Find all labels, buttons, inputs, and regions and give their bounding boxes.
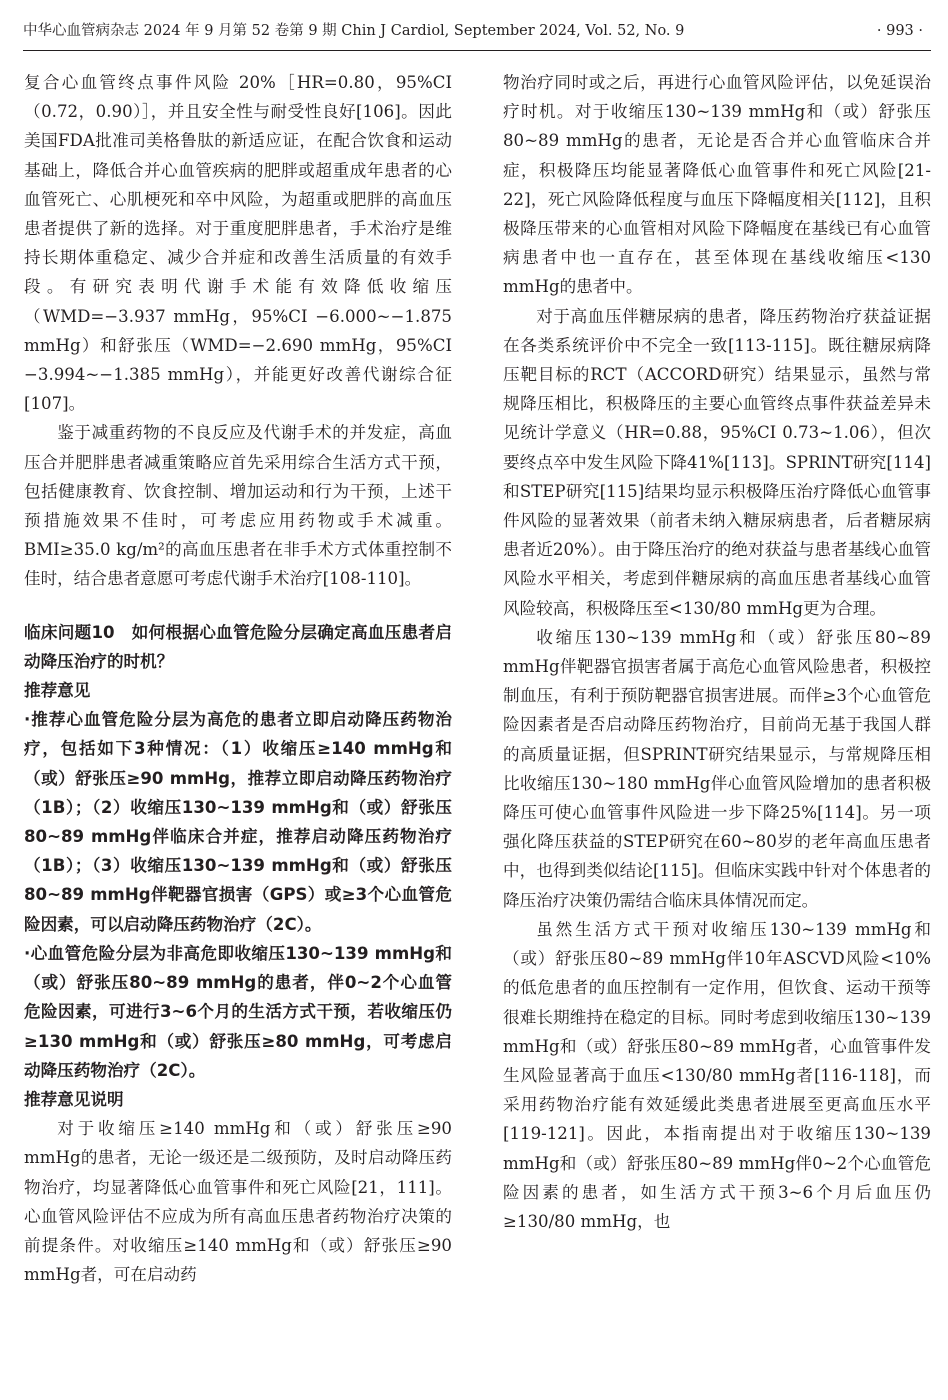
running-header — [23, 18, 923, 44]
page-number: · 993 · — [876, 23, 923, 39]
paragraph-weight-loss-strategy: 鉴于减重药物的不良反应及代谢手术的并发症，高血压合并肥胖患者减重策略应首先采用综合生活方式干预，包括健康教育、饮食控制、增加运动和行为干预，上述干预措施效果不佳时，可考虑应用药物或手术减重。BMI≥35.0 kg/m²的高血压患者在非手术方式体重控制不佳时，结合患者意愿可考虑代谢手术治疗[108-110]。 — [24, 423, 452, 589]
journal-citation: 中华心血管病杂志 2024 年 9 月第 52 卷第 9 期 Chin J Cardiol, September 2024, Vol. 52, No. 9 — [23, 23, 685, 39]
left-column — [24, 68, 452, 1289]
paragraph-target-organ-damage: 收缩压130~139 mmHg和（或）舒张压80~89 mmHg伴靶器官损害者属于高危心血管风险患者，积极控制血压，有利于预防靶器官损害进展。而伴≥3个心血管危险因素者是否启动降压药物治疗，目前尚无基于我国人群的高质量证据，但SPRINT研究结果显示，与常规降压相比收缩压130~180 mmHg伴心血管风险增加的患者积极降压可使心血管事件风险进一步下降25%[114]。另一项强化降压获益的STEP研究在60~80岁的老年高血压患者中，也得到类似结论[115]。但临床实践中针对个体患者的降压治疗决策仍需结合临床具体情况而定。 — [503, 627, 931, 910]
paragraph-explanation-start: 对于收缩压≥140 mmHg和（或）舒张压≥90 mmHg的患者，无论一级还是二级预防，及时启动降压药物治疗，均显著降低心血管事件和死亡风险[21，111]。心血管风险评估不应成为所有高血压患者药物治疗决策的前提条件。对收缩压≥140 mmHg和（或）舒张压≥90 mmHg者，可在启动药 — [24, 1119, 452, 1285]
recommendation-high-risk: ·推荐心血管危险分层为高危的患者立即启动降压药物治疗，包括如下3种情况：（1）收缩压≥140 mmHg和（或）舒张压≥90 mmHg，推荐立即启动降压药物治疗（1B）；（2）收缩压130~139 mmHg和（或）舒张压80~89 mmHg伴临床合并症，推荐启动降压药物治疗（1B）；（3）收缩压130~139 mmHg和（或）舒张压80~89 mmHg伴靶器官损害（GPS）或≥3个心血管危险因素，可以启动降压药物治疗（2C）。 — [24, 710, 452, 934]
paragraph-lifestyle-intervention: 虽然生活方式干预对收缩压130~139 mmHg和（或）舒张压80~89 mmHg伴10年ASCVD风险<10%的低危患者的血压控制有一定作用，但饮食、运动干预等很难长期维持在稳定的目标。同时考虑到收缩压130~139 mmHg和（或）舒张压80~89 mmHg者，心血管事件发生风险显著高于血压<130/80 mmHg者[116-118]，而采用药物治疗能有效延缓此类患者进展至更高血压水平[119-121]。因此，本指南提出对于收缩压130~139 mmHg和（或）舒张压80~89 mmHg伴0~2个心血管危险因素的患者，如生活方式干预3~6个月后血压仍≥130/80 mmHg，也 — [503, 919, 931, 1231]
recommendation-non-high-risk: ·心血管危险分层为非高危即收缩压130~139 mmHg和（或）舒张压80~89 mmHg的患者，伴0~2个心血管危险因素，可进行3~6个月的生活方式干预，若收缩压仍≥130 mmHg和（或）舒张压≥80 mmHg，可考虑启动降压药物治疗（2C）。 — [24, 943, 452, 1080]
paragraph-diabetes: 对于高血压伴糖尿病的患者，降压药物治疗获益证据在各类系统评价中不完全一致[113-115]。既往糖尿病降压靶目标的RCT（ACCORD研究）结果显示，虽然与常规降压相比，积极降压的主要心血管终点事件获益差异未见统计学意义（HR=0.88，95%CI 0.73~1.06），但次要终点卒中发生风险下降41%[113]。SPRINT研究[114]和STEP研究[115]结果均显示积极降压治疗降低心血管事件风险的显著效果（前者未纳入糖尿病患者，后者糖尿病患者近20%）。由于降压治疗的绝对获益与患者基线心血管风险水平相关，考虑到伴糖尿病的高血压患者基线心血管风险较高，积极降压至<130/80 mmHg更为合理。 — [503, 306, 931, 618]
paragraph-obesity-treatment: 复合心血管终点事件风险 20%［HR=0.80，95%CI（0.72，0.90）］，并且安全性与耐受性良好[106]。因此美国FDA批准司美格鲁肽的新适应证，在配合饮食和运动基础上，降低合并心血管疾病的肥胖或超重成年患者的心血管死亡、心肌梗死和卒中风险，为超重或肥胖的高血压患者提供了新的选择。对于重度肥胖患者，手术治疗是维持长期体重稳定、减少合并症和改善生活质量的有效手段。有研究表明代谢手术能有效降低收缩压（WMD=−3.937 mmHg，95%CI −6.000~−1.875 mmHg）和舒张压（WMD=−2.690 mmHg，95%CI −3.994~−1.385 mmHg），并能更好改善代谢综合征[107]。 — [24, 73, 452, 414]
header-rule — [23, 50, 931, 51]
clinical-question-heading: 临床问题10 如何根据心血管危险分层确定高血压患者启动降压治疗的时机？ — [24, 622, 452, 671]
right-column — [503, 68, 931, 1236]
recommendation-explanation-heading: 推荐意见说明 — [24, 1089, 124, 1109]
paragraph-risk-assessment: 物治疗同时或之后，再进行心血管风险评估，以免延误治疗时机。对于收缩压130~139 mmHg和（或）舒张压80~89 mmHg的患者，无论是否合并心血管临床合并症，积极降压均能显著降低心血管事件和死亡风险[21-22]，死亡风险降低程度与血压下降幅度相关[112]，且积极降压带来的心血管相对风险下降幅度在基线已有心血管病患者中也一直存在，甚至体现在基线收缩压<130 mmHg的患者中。 — [503, 73, 931, 297]
recommendation-heading: 推荐意见 — [24, 681, 91, 701]
section-gap — [24, 594, 452, 618]
